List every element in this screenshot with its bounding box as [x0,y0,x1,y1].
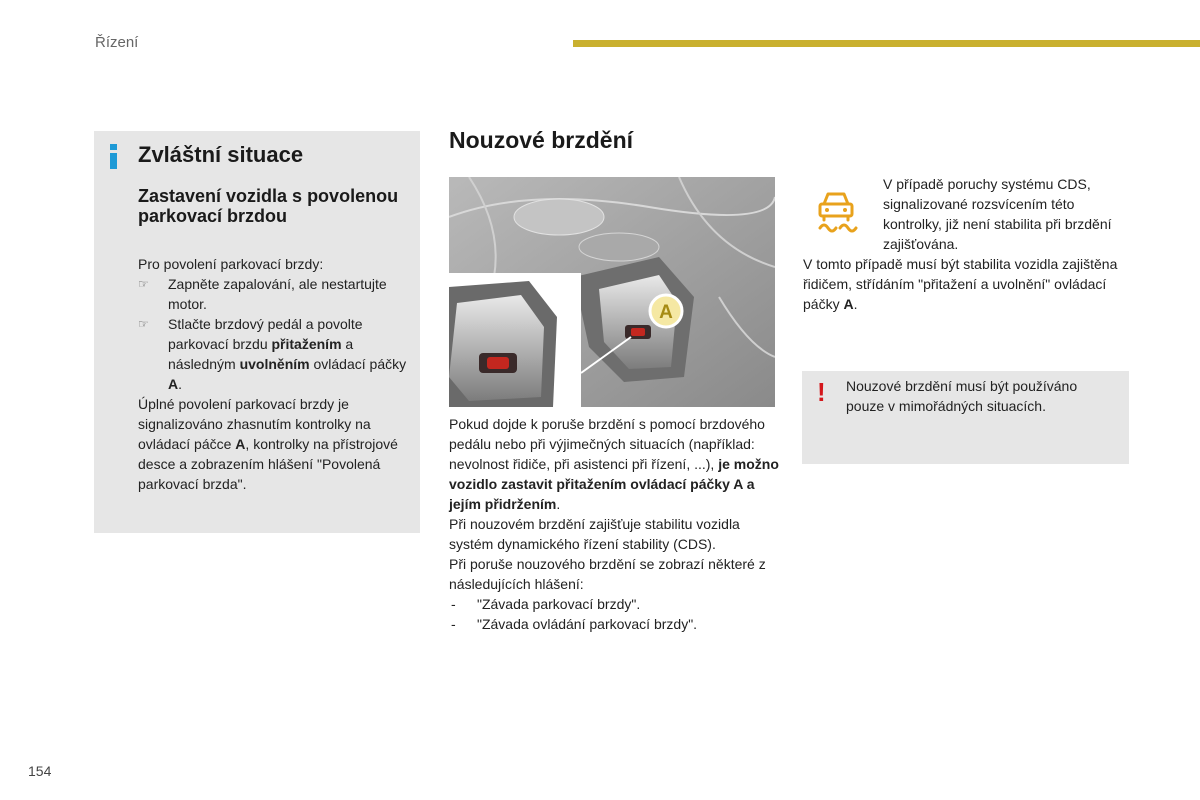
info-bullet-1: ☞ Zapněte zapalování, ale nestartujte motor. [138,276,387,312]
page-number: 154 [28,763,52,779]
section-header: Řízení [95,34,139,51]
lever-a-label: A [659,302,673,323]
hand-pointer-icon: ☞ [138,277,149,291]
skid-warning-icon [812,186,860,234]
info-box-title: Zvláštní situace [138,142,304,167]
info-intro: Pro povolení parkovací brzdy: [138,256,324,272]
info-box-body [138,254,414,494]
cds-failure-text: V případě poruchy systému CDS, signalizované rozsvícením této kontrolky, již není stabilita při brzdění zajišťována. [883,176,1112,252]
info-icon [107,144,119,169]
info-bullet-2: ☞ Stlačte brzdový pedál a povolte parkovací brzdu přitažením a následným uvolněním ovládací páčky A. [138,316,407,392]
main-paragraph-1: Pokud dojde k poruše brzdění s pomocí brzdového pedálu nebo při výjimečných situacích (například: nevolnost řidiče, při asistenci při řízení, ...), je možno vozidlo zastavit přitažením ovládací páčky A a jejím přidržením. [449,416,779,512]
main-title: Nouzové brzdění [449,127,634,153]
message-list-item: - "Závada parkovací brzdy". [451,596,641,612]
main-paragraph-3: Při poruše nouzového brzdění se zobrazí některé z následujících hlášení: [449,556,766,592]
info-box-subtitle: Zastavení vozidla s povolenou parkovací brzdou [138,186,399,226]
info-outro: Úplné povolení parkovací brzdy je signalizováno zhasnutím kontrolky na ovládací páčce A, kontrolky na přístrojové desce a zobrazením hlášení "Povolená parkovací brzda". [138,396,398,492]
hand-pointer-icon: ☞ [138,317,149,331]
main-paragraph-2: Při nouzovém brzdění zajišťuje stabilitu vozidla systém dynamického řízení stability (CDS). [449,516,740,552]
parking-brake-lever-image [449,177,775,407]
header-accent-bar [573,40,1200,47]
message-list-item: - "Závada ovládání parkovací brzdy". [451,616,698,632]
warning-text: Nouzové brzdění musí být používáno pouze v mimořádných situacích. [846,378,1078,414]
exclamation-icon: ! [817,377,826,407]
cds-driver-text: V tomto případě musí být stabilita vozidla zajištěna řidičem, střídáním "přitažení a uvolnění" ovládací páčky A. [803,256,1118,312]
main-body [449,414,779,634]
